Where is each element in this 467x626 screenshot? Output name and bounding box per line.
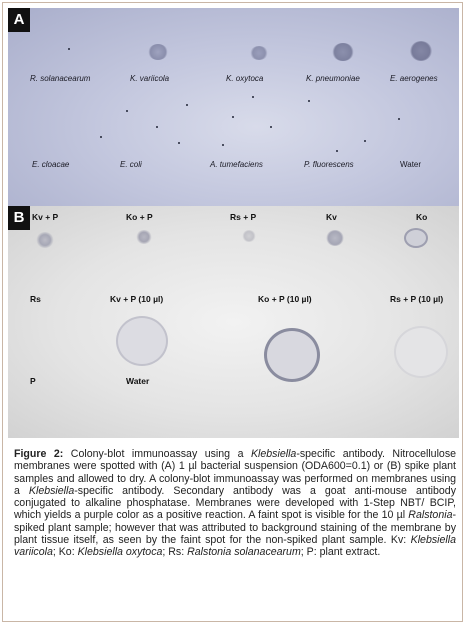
debris-dot [398, 118, 400, 120]
debris-dot [68, 48, 70, 50]
caption-text: ; Ko: [52, 546, 78, 559]
spot-rs-p [242, 230, 256, 242]
debris-dot [270, 126, 272, 128]
label-water-b: Water [126, 376, 150, 386]
spot-k-pneumoniae [332, 43, 354, 61]
label-ko: Ko [416, 212, 428, 222]
panel-a-letter: A [8, 8, 30, 32]
label-e-cloacae: E. cloacae [32, 160, 70, 169]
panel-b-membrane [8, 206, 459, 438]
debris-dot [186, 104, 188, 106]
label-e-coli: E. coli [120, 160, 142, 169]
spot-ko-p-10 [264, 328, 320, 382]
spot-kv-p [36, 232, 54, 248]
caption-italic: Klebsiella variicola [14, 534, 456, 559]
panel-b-letter: B [8, 206, 30, 230]
spot-kv [326, 230, 344, 246]
spot-k-variicola [148, 44, 168, 60]
debris-dot [222, 144, 224, 146]
spot-rs-p-10 [394, 326, 448, 378]
label-rs-p-10: Rs + P (10 µl) [390, 294, 444, 304]
label-k-pneumoniae: K. pneumoniae [306, 74, 360, 83]
caption-italic: Klebsiella [250, 448, 297, 460]
caption-text: ; P: plant extract. [300, 546, 381, 559]
caption-text: -specific antibody. Nitrocellulose membranes were spotted with (A) 1 µl bacterial suspension (ODA600=0.1) or (B) spike plant samples and allowed to dry. A colony-blot immunoassay was performed on membranes using a [14, 448, 457, 497]
panel-a-membrane [8, 8, 459, 206]
debris-dot [336, 150, 338, 152]
debris-dot [364, 140, 366, 142]
spot-e-aerogenes [410, 41, 432, 61]
label-ko-p: Ko + P [126, 212, 153, 222]
caption-figure-label: Figure 2: [14, 448, 64, 460]
label-kv-p-10: Kv + P (10 µl) [110, 294, 164, 304]
caption-text: Colony-blot immunoassay using a [63, 448, 251, 460]
debris-dot [156, 126, 158, 128]
spot-ko [404, 228, 428, 248]
debris-dot [232, 116, 234, 118]
figure-caption [14, 448, 456, 559]
debris-dot [308, 100, 310, 102]
caption-text: -spiked plant sample; however that was attributed to background staining of the membrane by plant tissue itself, as seen by the faint spot for the non-spiked plant sample. Kv: [14, 509, 456, 547]
debris-dot [126, 110, 128, 112]
caption-italic: Klebsiella [28, 484, 75, 497]
debris-dot [100, 136, 102, 138]
caption-italic: Ralstonia solanacearum [187, 546, 301, 559]
spot-ko-p [136, 230, 152, 244]
label-rs: Rs [30, 294, 41, 304]
debris-dot [252, 96, 254, 98]
caption-text: ; Rs: [162, 546, 188, 559]
label-e-aerogenes: E. aerogenes [390, 74, 438, 83]
label-ko-p-10: Ko + P (10 µl) [258, 294, 312, 304]
label-a-tumefaciens: A. tumefaciens [210, 160, 263, 169]
label-p-fluorescens: P. fluorescens [304, 160, 354, 169]
caption-italic: Ralstonia [408, 509, 453, 522]
label-r-solanacearum: R. solanacearum [30, 74, 91, 83]
spot-k-oxytoca [250, 46, 268, 60]
label-kv-p: Kv + P [32, 212, 59, 222]
label-p: P [30, 376, 36, 386]
debris-dot [178, 142, 180, 144]
label-water: Water [400, 160, 422, 169]
label-k-variicola: K. variicola [130, 74, 170, 83]
caption-text: -specific antibody. Secondary antibody was a goat anti-mouse antibody conjugated to alkaline phosphatase. Membranes were developed with 1-Step NBT/ BCIP, which yields a purple color as a positive reaction. A faint spot is visible for the 10 µl [14, 484, 456, 522]
spot-kv-p-10 [116, 316, 168, 366]
label-rs-p: Rs + P [230, 212, 257, 222]
label-k-oxytoca: K. oxytoca [226, 74, 264, 83]
label-kv: Kv [326, 212, 337, 222]
caption-italic: Klebsiella oxytoca [77, 546, 163, 559]
